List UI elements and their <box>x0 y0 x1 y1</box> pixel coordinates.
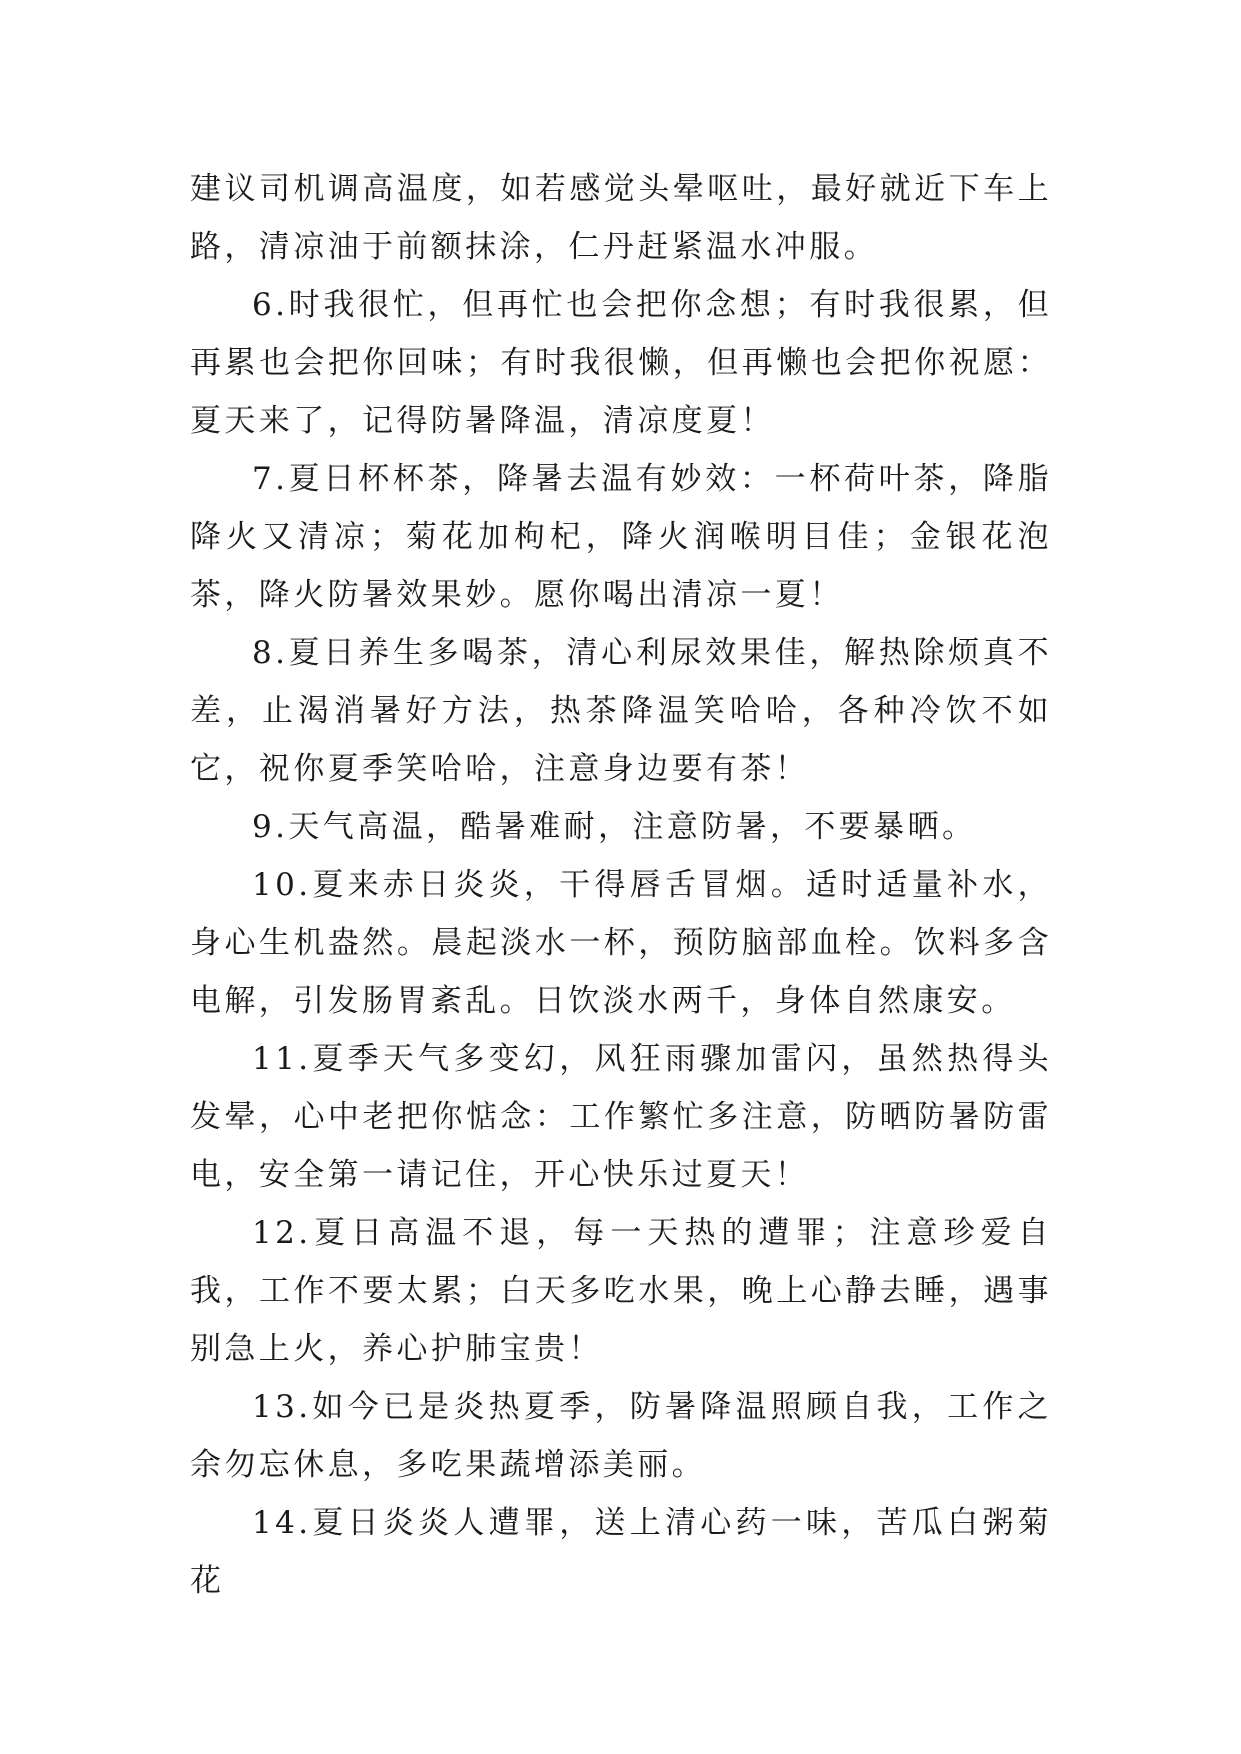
paragraph-item-6: 6.时我很忙，但再忙也会把你念想；有时我很累，但再累也会把你回味；有时我很懒，但再懒也会把你祝愿：夏天来了，记得防暑降温，清凉度夏！ <box>190 287 1052 439</box>
paragraph-item-11: 11.夏季天气多变幻，风狂雨骤加雷闪，虽然热得头发晕，心中老把你惦念：工作繁忙多注意，防晒防暑防雷电，安全第一请记住，开心快乐过夏天！ <box>190 1041 1052 1193</box>
paragraph-item-7: 7.夏日杯杯茶，降暑去温有妙效：一杯荷叶茶，降脂降火又清凉；菊花加枸杞，降火润喉明目佳；金银花泡茶，降火防暑效果妙。愿你喝出清凉一夏！ <box>190 461 1052 613</box>
paragraph-item-9: 9.天气高温，酷暑难耐，注意防暑，不要暴晒。 <box>252 809 977 845</box>
paragraph-item-14: 14.夏日炎炎人遭罪，送上清心药一味，苦瓜白粥菊花 <box>190 1505 1052 1599</box>
paragraph-item-12: 12.夏日高温不退，每一天热的遭罪；注意珍爱自我，工作不要太累；白天多吃水果，晚上心静去睡，遇事别急上火，养心护肺宝贵！ <box>190 1215 1052 1367</box>
paragraph-continued: 建议司机调高温度，如若感觉头晕呕吐，最好就近下车上路，清凉油于前额抹涂，仁丹赶紧温水冲服。 <box>190 171 1052 265</box>
document-body <box>190 160 1052 1610</box>
paragraph-item-13: 13.如今已是炎热夏季，防暑降温照顾自我，工作之余勿忘休息，多吃果蔬增添美丽。 <box>190 1389 1052 1483</box>
paragraph-item-8: 8.夏日养生多喝茶，清心利尿效果佳，解热除烦真不差，止渴消暑好方法，热茶降温笑哈哈，各种冷饮不如它，祝你夏季笑哈哈，注意身边要有茶！ <box>190 635 1052 787</box>
paragraph-item-10: 10.夏来赤日炎炎，干得唇舌冒烟。适时适量补水，身心生机盎然。晨起淡水一杯，预防脑部血栓。饮料多含电解，引发肠胃紊乱。日饮淡水两千，身体自然康安。 <box>190 867 1052 1019</box>
